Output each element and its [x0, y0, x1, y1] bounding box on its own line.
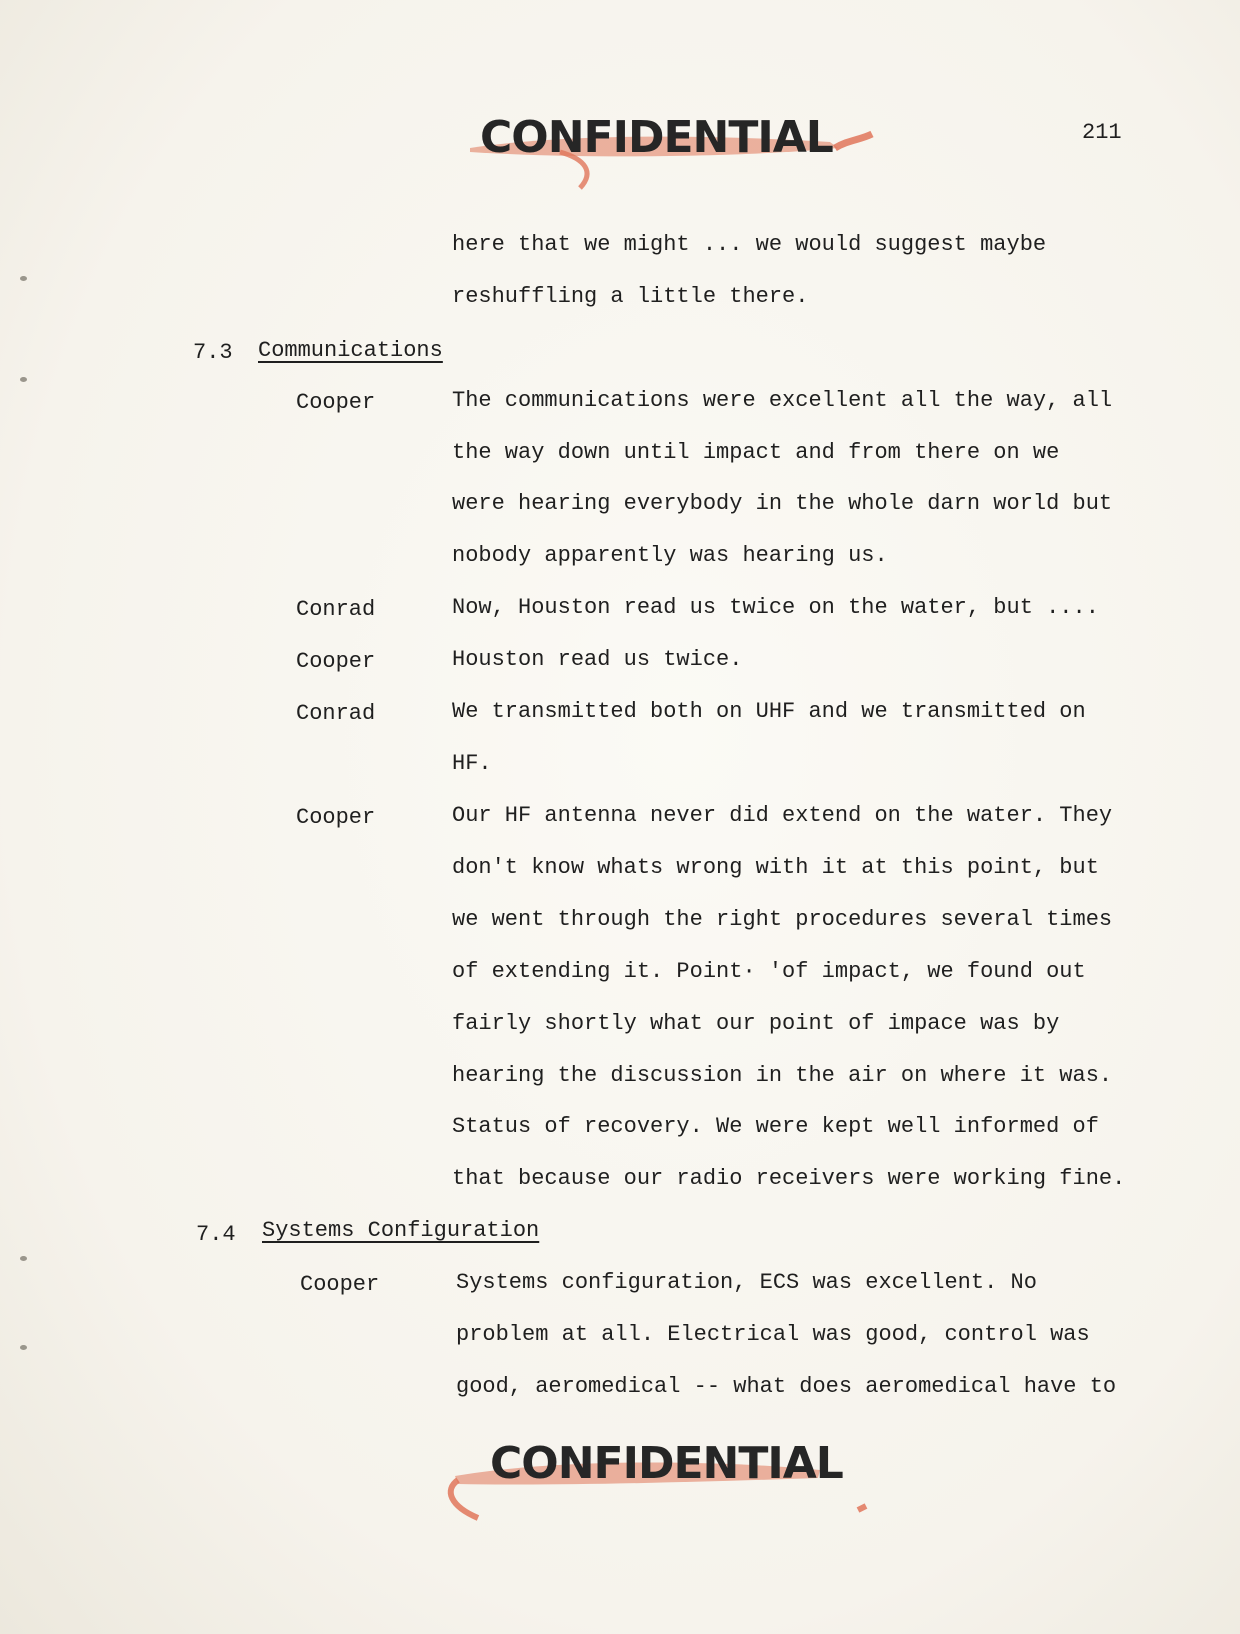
speaker-label: Cooper [300, 1272, 380, 1297]
body-line: problem at all. Electrical was good, control was [456, 1322, 1090, 1347]
body-line: the way down until impact and from there on we [452, 440, 1060, 465]
binding-hole-mark [20, 276, 27, 281]
binding-hole-mark [20, 1256, 27, 1261]
body-line: Systems configuration, ECS was excellent. No [456, 1270, 1037, 1295]
body-line: nobody apparently was hearing us. [452, 543, 888, 568]
body-line: hearing the discussion in the air on where it was. [452, 1063, 1113, 1088]
section-title: Systems Configuration [262, 1218, 540, 1243]
body-line: reshuffling a little there. [452, 284, 809, 309]
body-line: Our HF antenna never did extend on the water. They [452, 803, 1113, 828]
section-title: Communications [258, 338, 443, 363]
binding-hole-mark [20, 377, 27, 382]
body-line: HF. [452, 751, 492, 776]
section-number: 7.3 [193, 340, 233, 365]
confidential-stamp-bottom [0, 1430, 1240, 1520]
speaker-label: Cooper [296, 805, 376, 830]
speaker-label: Cooper [296, 649, 376, 674]
body-line: don't know whats wrong with it at this point, but [452, 855, 1099, 880]
confidential-stamp-text: CONFIDENTIAL [490, 1438, 843, 1489]
body-line: Houston read us twice. [452, 647, 743, 672]
body-line: Now, Houston read us twice on the water, but .... [452, 595, 1099, 620]
body-line: were hearing everybody in the whole darn world but [452, 491, 1113, 516]
body-line: of extending it. Point· 'of impact, we found out [452, 959, 1086, 984]
body-line: good, aeromedical -- what does aeromedical have to [456, 1374, 1117, 1399]
body-line: here that we might ... we would suggest maybe [452, 232, 1047, 257]
body-line: we went through the right procedures several times [452, 907, 1113, 932]
body-line: fairly shortly what our point of impace was by [452, 1011, 1060, 1036]
body-line: The communications were excellent all the way, all [452, 388, 1113, 413]
page-number: 211 [1082, 120, 1122, 145]
speaker-label: Conrad [296, 701, 376, 726]
speaker-label: Conrad [296, 597, 376, 622]
speaker-label: Cooper [296, 390, 376, 415]
confidential-stamp-top [0, 104, 1240, 194]
confidential-stamp-text: CONFIDENTIAL [480, 112, 833, 163]
section-number: 7.4 [196, 1222, 236, 1247]
body-line: Status of recovery. We were kept well informed of [452, 1114, 1099, 1139]
body-line: We transmitted both on UHF and we transmitted on [452, 699, 1086, 724]
body-line: that because our radio receivers were working fine. [452, 1166, 1126, 1191]
binding-hole-mark [20, 1345, 27, 1350]
